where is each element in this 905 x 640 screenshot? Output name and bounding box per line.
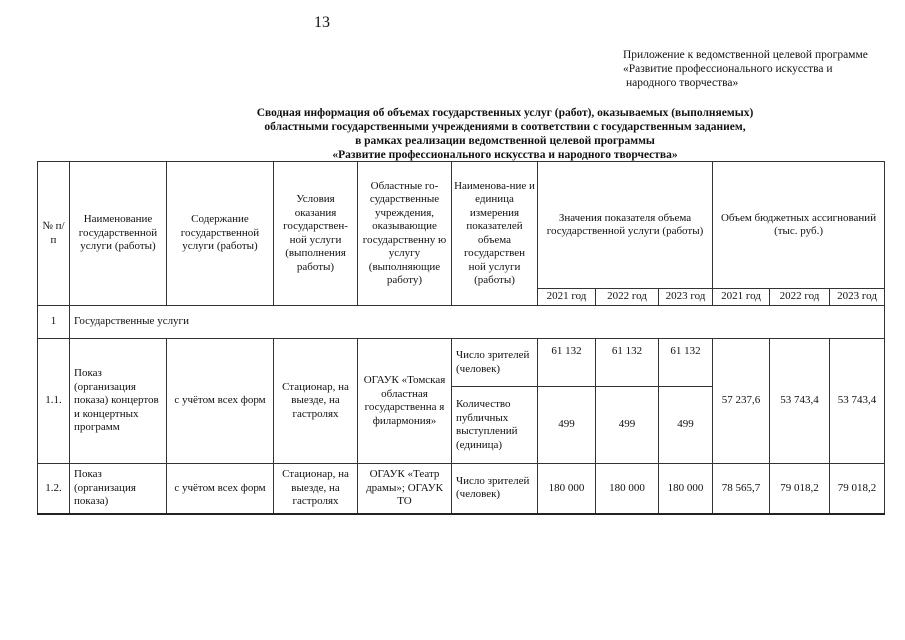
row-content: с учётом всех форм — [167, 339, 274, 464]
row-budget: 53 743,4 — [770, 339, 830, 464]
section-row — [38, 306, 885, 339]
header-conditions: Условия оказания государствен-ной услуги (выполнения работы) — [274, 162, 358, 306]
row-budget: 57 237,6 — [713, 339, 770, 464]
row-value: 61 132 — [659, 339, 713, 387]
row-value: 180 000 — [538, 464, 596, 514]
appendix-note — [623, 48, 898, 90]
row-budget: 78 565,7 — [713, 464, 770, 514]
year-cell: 2021 год — [538, 289, 596, 306]
appendix-line: Приложение к ведомственной целевой программе — [623, 49, 868, 61]
row-value: 499 — [659, 387, 713, 464]
header-indicator: Наименова-ние и единица измерения показателей объема государствен ной услуги (работы) — [452, 162, 538, 306]
row-indicator: Число зрителей (человек) — [452, 339, 538, 387]
row-conditions: Стационар, на выезде, на гастролях — [274, 464, 358, 514]
row-value: 499 — [596, 387, 659, 464]
table-row — [38, 464, 885, 514]
year-cell: 2023 год — [830, 289, 885, 306]
year-cell: 2022 год — [770, 289, 830, 306]
row-value: 499 — [538, 387, 596, 464]
row-institution: ОГАУК «Томская областная государственна я филармония» — [358, 339, 452, 464]
row-num: 1.1. — [38, 339, 70, 464]
row-service-name: Показ (организация показа) — [70, 464, 167, 514]
section-num: 1 — [38, 306, 70, 339]
row-value: 180 000 — [596, 464, 659, 514]
services-table — [37, 161, 885, 515]
row-budget: 79 018,2 — [770, 464, 830, 514]
row-budget: 79 018,2 — [830, 464, 885, 514]
page-number: 13 — [314, 14, 330, 31]
row-indicator: Количество публичных выступлений (единица) — [452, 387, 538, 464]
document-heading — [120, 106, 890, 162]
header-budget-group: Объем бюджетных ассигнований (тыс. руб.) — [713, 162, 885, 289]
row-content: с учётом всех форм — [167, 464, 274, 514]
header-num: № п/п — [38, 162, 70, 306]
appendix-line: «Развитие профессионального искусства и — [623, 63, 833, 75]
row-value: 180 000 — [659, 464, 713, 514]
header-row — [38, 162, 885, 289]
row-value: 61 132 — [596, 339, 659, 387]
row-service-name: Показ (организация показа) концертов и концертных программ — [70, 339, 167, 464]
heading-line: в рамках реализации ведомственной целевой программы — [355, 135, 655, 147]
row-num: 1.2. — [38, 464, 70, 514]
row-conditions: Стационар, на выезде, на гастролях — [274, 339, 358, 464]
year-cell: 2021 год — [713, 289, 770, 306]
year-cell: 2022 год — [596, 289, 659, 306]
row-indicator: Число зрителей (человек) — [452, 464, 538, 514]
header-values-group: Значения показателя объема государственной услуги (работы) — [538, 162, 713, 289]
header-institutions: Областные го-сударственные учреждения, оказывающие государственну ю услугу (выполняющие работу) — [358, 162, 452, 306]
header-content: Содержание государственной услуги (работы) — [167, 162, 274, 306]
row-budget: 53 743,4 — [830, 339, 885, 464]
heading-line: Сводная информация об объемах государственных услуг (работ), оказываемых (выполняемых) — [256, 107, 754, 119]
heading-line: областными государственными учреждениями в соответствии с государственным заданием, — [264, 121, 746, 133]
table-row — [38, 339, 885, 387]
section-label: Государственные услуги — [70, 306, 885, 339]
row-institution: ОГАУК «Театр драмы»; ОГАУК ТО — [358, 464, 452, 514]
appendix-line: народного творчества» — [626, 77, 739, 89]
year-cell: 2023 год — [659, 289, 713, 306]
header-service-name: Наименование государственной услуги (работы) — [70, 162, 167, 306]
row-value: 61 132 — [538, 339, 596, 387]
heading-line: «Развитие профессионального искусства и народного творчества» — [332, 149, 678, 161]
